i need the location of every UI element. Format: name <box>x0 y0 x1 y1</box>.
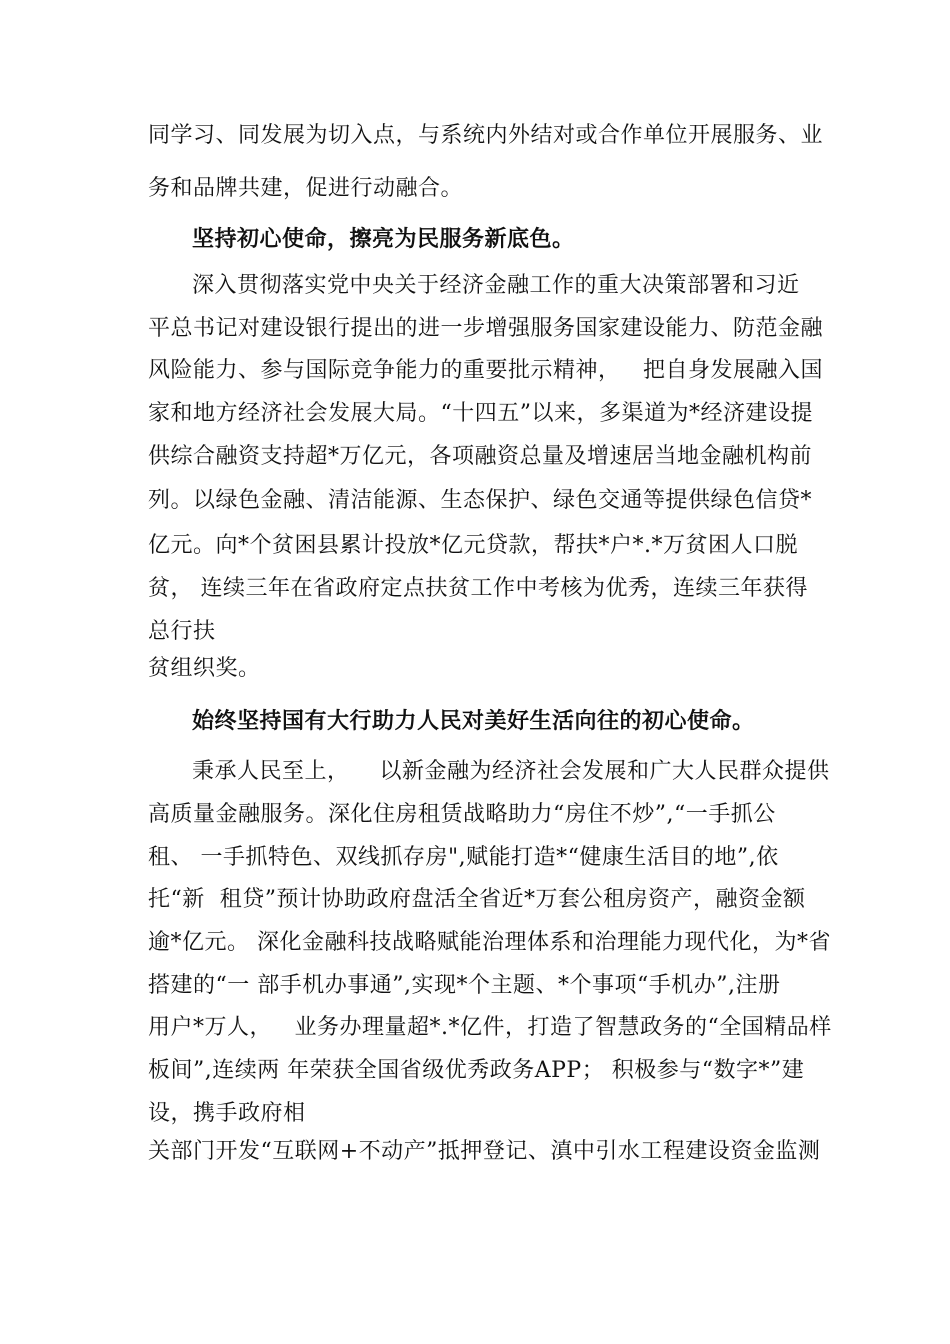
paragraph-line: 设，携手政府相 <box>148 1101 306 1126</box>
paragraph-line: 贫， 连续三年在省政府定点扶贫工作中考核为优秀，连续三年获得 <box>148 576 808 601</box>
paragraph-line: 秉承人民至上， 以新金融为经济社会发展和广大人民群众提供 <box>192 759 830 784</box>
section-heading: 坚持初心使命，擦亮为民服务新底色。 <box>192 226 575 252</box>
paragraph-line: 总行扶 <box>148 619 216 644</box>
paragraph-line: 风险能力、参与国际竞争能力的重要批示精神， 把自身发展融入国 <box>148 358 823 383</box>
paragraph-line: 托“新 租贷”预计协助政府盘活全省近*万套公租房资产，融资金额 <box>148 887 806 912</box>
paragraph-line: 关部门开发“互联网+不动产”抵押登记、滇中引水工程建设资金监测 <box>148 1139 821 1164</box>
paragraph-line: 平总书记对建设银行提出的进一步增强服务国家建设能力、防范金融 <box>148 316 824 341</box>
paragraph-line: 贫组织奖。 <box>148 656 261 681</box>
paragraph-line: 用户*万人， 业务办理量超*.*亿件，打造了智慧政务的“全国精品样 <box>148 1015 832 1040</box>
paragraph-line: 列。以绿色金融、清洁能源、生态保护、绿色交通等提供绿色信贷* <box>148 488 813 513</box>
paragraph-line: 高质量金融服务。深化住房租赁战略助力“房住不炒”,“一手抓公 <box>148 802 776 827</box>
paragraph-line: 家和地方经济社会发展大局。“十四五”以来，多渠道为*经济建设提 <box>148 401 813 426</box>
paragraph-line: 供综合融资支持超*万亿元，各项融资总量及增速居当地金融机构前 <box>148 444 813 469</box>
paragraph-line: 亿元。向*个贫困县累计投放*亿元贷款，帮扶*户*.*万贫困人口脱 <box>148 533 798 558</box>
paragraph-line: 务和品牌共建，促进行动融合。 <box>148 176 464 201</box>
paragraph-line: 同学习、同发展为切入点，与系统内外结对或合作单位开展服务、业 <box>148 123 824 148</box>
paragraph-line: 深入贯彻落实党中央关于经济金融工作的重大决策部署和习近 <box>192 273 800 298</box>
paragraph-line: 逾*亿元。 深化金融科技战略赋能治理体系和治理能力现代化，为*省 <box>148 930 831 955</box>
paragraph-line: 板间”,连续两 年荣获全国省级优秀政务APP； 积极参与“数字*”建 <box>148 1058 805 1083</box>
paragraph-line: 搭建的“一 部手机办事通”,实现*个主题、*个事项“手机办”,注册 <box>148 973 781 998</box>
section-heading: 始终坚持国有大行助力人民对美好生活向往的初心使命。 <box>192 708 755 734</box>
paragraph-line: 租、 一手抓特色、双线抓存房",赋能打造*“健康生活目的地”,依 <box>148 845 779 870</box>
